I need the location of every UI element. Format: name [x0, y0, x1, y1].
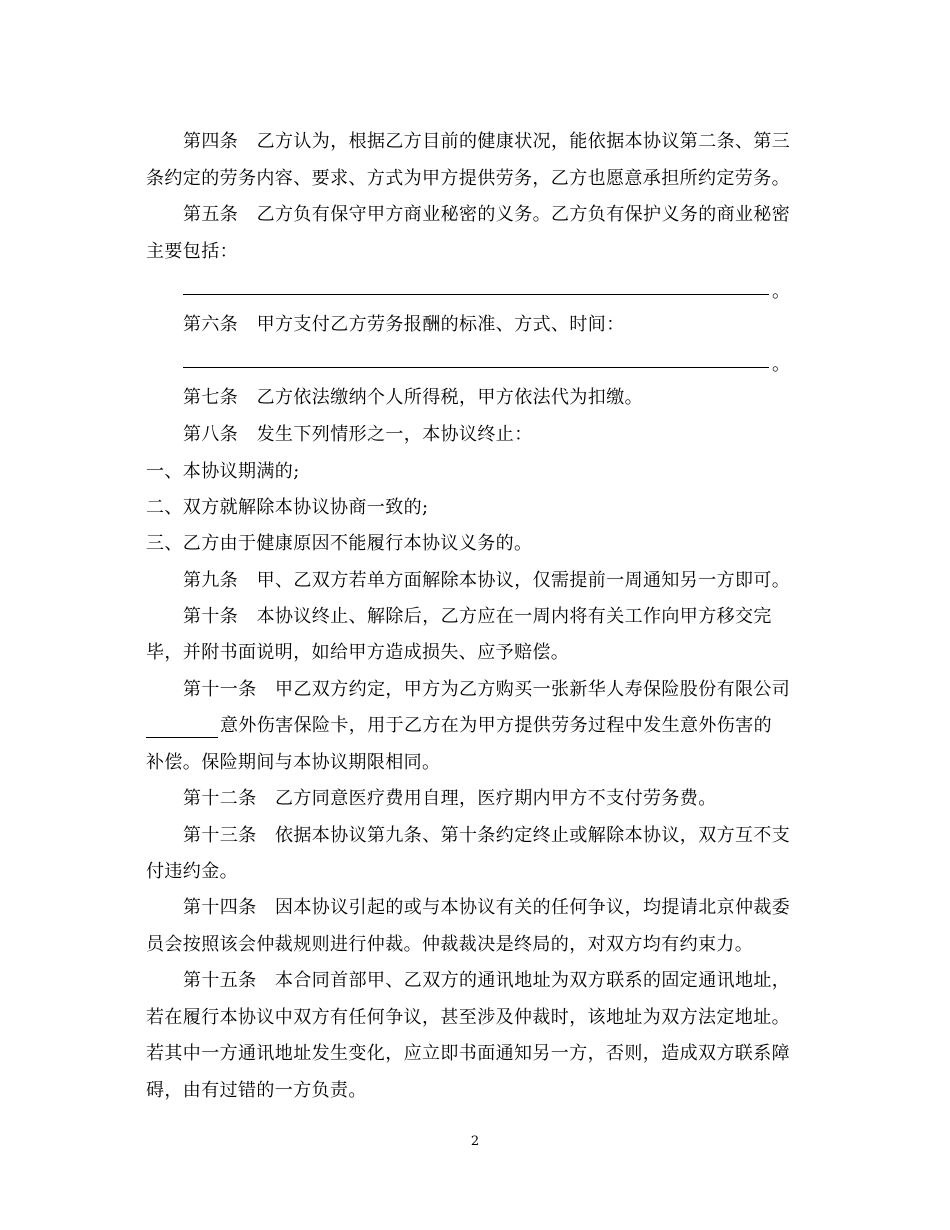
- blank-line-end-mark: 。: [772, 354, 790, 375]
- article-8-item-1: 一、本协议期满的;: [146, 461, 300, 482]
- article-4-line-1: 第四条 乙方认为，根据乙方目前的健康状况，能依据本协议第二条、第三: [183, 131, 791, 152]
- article-8-item-2: 二、双方就解除本协议协商一致的;: [146, 497, 429, 518]
- blank-line-end-mark: 。: [772, 281, 790, 302]
- insurance-card-blank: [146, 719, 218, 738]
- article-6-line-1: 第六条 甲方支付乙方劳务报酬的标准、方式、时间：: [183, 314, 625, 335]
- article-9-line: 第九条 甲、乙双方若单方面解除本协议，仅需提前一周通知另一方即可。: [183, 570, 791, 591]
- article-13-line-2: 付违约金。: [146, 861, 238, 882]
- article-11-line-3: 补偿。保险期间与本协议期限相同。: [146, 752, 441, 773]
- article-5-line-1: 第五条 乙方负有保守甲方商业秘密的义务。乙方负有保护义务的商业秘密: [183, 204, 791, 225]
- article-8-line: 第八条 发生下列情形之一，本协议终止：: [183, 424, 533, 445]
- article-11-line-2-text: 意外伤害保险卡，用于乙方在为甲方提供劳务过程中发生意外伤害的: [220, 715, 772, 736]
- article-14-line-2: 员会按照该会仲裁规则进行仲裁。仲裁裁决是终局的，对双方均有约束力。: [146, 934, 754, 955]
- blank-line-remuneration: [183, 367, 769, 368]
- article-8-item-3: 三、乙方由于健康原因不能履行本协议义务的。: [146, 533, 533, 554]
- article-4-line-2: 条约定的劳务内容、要求、方式为甲方提供劳务，乙方也愿意承担所约定劳务。: [146, 168, 790, 189]
- article-11-line-2: [146, 714, 806, 738]
- article-15-line-2: 若在履行本协议中双方有任何争议，甚至涉及仲裁时，该地址为双方法定地址。: [146, 1007, 790, 1028]
- blank-line-trade-secrets: [183, 294, 769, 295]
- article-14-line-1: 第十四条 因本协议引起的或与本协议有关的任何争议，均提请北京仲裁委: [183, 897, 791, 918]
- article-15-line-4: 碍，由有过错的一方负责。: [146, 1080, 367, 1101]
- article-15-line-1: 第十五条 本合同首部甲、乙双方的通讯地址为双方联系的固定通讯地址，: [183, 970, 791, 991]
- article-10-line-1: 第十条 本协议终止、解除后，乙方应在一周内将有关工作向甲方移交完: [183, 606, 772, 627]
- article-5-line-2: 主要包括：: [146, 241, 238, 262]
- article-10-line-2: 毕，并附书面说明，如给甲方造成损失、应予赔偿。: [146, 642, 570, 663]
- article-15-line-3: 若其中一方通讯地址发生变化，应立即书面通知另一方，否则，造成双方联系障: [146, 1043, 790, 1064]
- article-12-line: 第十二条 乙方同意医疗费用自理，医疗期内甲方不支付劳务费。: [183, 788, 717, 809]
- article-13-line-1: 第十三条 依据本协议第九条、第十条约定终止或解除本协议，双方互不支: [183, 825, 791, 846]
- article-7-line: 第七条 乙方依法缴纳个人所得税，甲方依法代为扣缴。: [183, 387, 643, 408]
- page-number: 2: [470, 1134, 480, 1149]
- article-11-line-1: 第十一条 甲乙双方约定，甲方为乙方购买一张新华人寿保险股份有限公司: [183, 679, 791, 700]
